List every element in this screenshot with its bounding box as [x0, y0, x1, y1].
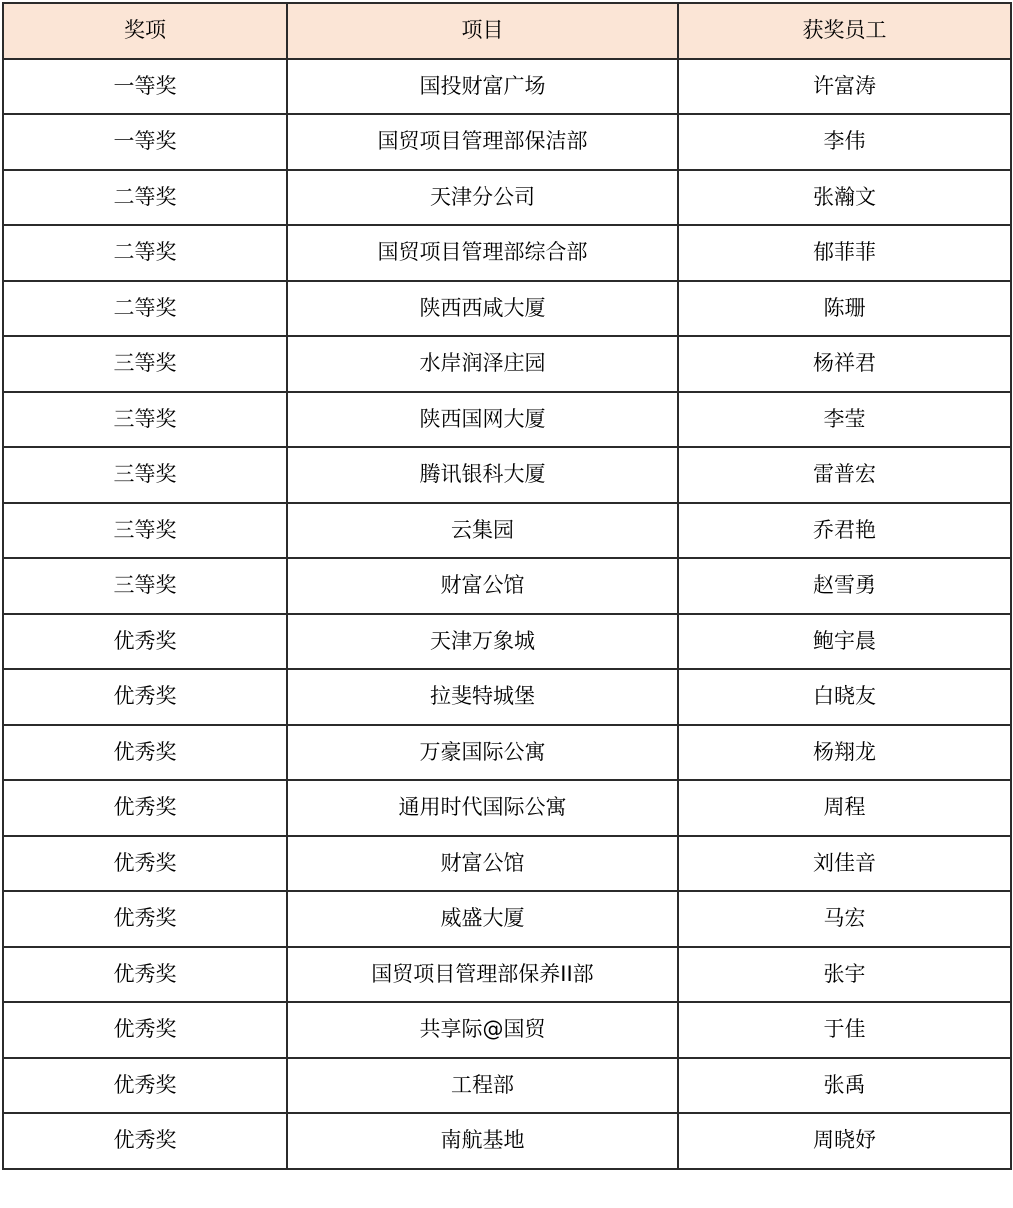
cell-award: 优秀奖: [3, 725, 287, 781]
cell-award: 优秀奖: [3, 891, 287, 947]
cell-project: 天津万象城: [287, 614, 678, 670]
cell-project: 拉斐特城堡: [287, 669, 678, 725]
cell-award: 三等奖: [3, 558, 287, 614]
table-row: [3, 336, 1011, 392]
table-row: [3, 225, 1011, 281]
header-staff: 获奖员工: [678, 3, 1011, 59]
cell-project: 南航基地: [287, 1113, 678, 1169]
table-row: [3, 447, 1011, 503]
cell-award: 三等奖: [3, 392, 287, 448]
cell-project: 通用时代国际公寓: [287, 780, 678, 836]
cell-staff: 李伟: [678, 114, 1011, 170]
cell-staff: 赵雪勇: [678, 558, 1011, 614]
table-row: [3, 170, 1011, 226]
cell-project: 天津分公司: [287, 170, 678, 226]
table-row: [3, 669, 1011, 725]
cell-project: 陕西西咸大厦: [287, 281, 678, 337]
table-header-row: [3, 3, 1011, 59]
table-body: [3, 59, 1011, 1169]
cell-staff: 李莹: [678, 392, 1011, 448]
cell-award: 二等奖: [3, 225, 287, 281]
cell-award: 优秀奖: [3, 1058, 287, 1114]
cell-project: 万豪国际公寓: [287, 725, 678, 781]
cell-staff: 杨翔龙: [678, 725, 1011, 781]
table-row: [3, 558, 1011, 614]
cell-award: 优秀奖: [3, 780, 287, 836]
cell-project: 水岸润泽庄园: [287, 336, 678, 392]
cell-project: 陕西国网大厦: [287, 392, 678, 448]
cell-staff: 杨祥君: [678, 336, 1011, 392]
cell-award: 二等奖: [3, 170, 287, 226]
table-row: [3, 59, 1011, 115]
cell-staff: 周晓妤: [678, 1113, 1011, 1169]
cell-staff: 鲍宇晨: [678, 614, 1011, 670]
cell-award: 一等奖: [3, 114, 287, 170]
cell-project: 国投财富广场: [287, 59, 678, 115]
cell-staff: 刘佳音: [678, 836, 1011, 892]
cell-project: 国贸项目管理部综合部: [287, 225, 678, 281]
cell-staff: 张宇: [678, 947, 1011, 1003]
cell-staff: 周程: [678, 780, 1011, 836]
cell-staff: 白晓友: [678, 669, 1011, 725]
table-row: [3, 725, 1011, 781]
table-row: [3, 836, 1011, 892]
cell-staff: 雷普宏: [678, 447, 1011, 503]
cell-award: 优秀奖: [3, 836, 287, 892]
cell-award: 二等奖: [3, 281, 287, 337]
table-row: [3, 1058, 1011, 1114]
table-row: [3, 614, 1011, 670]
cell-award: 优秀奖: [3, 1113, 287, 1169]
cell-project: 国贸项目管理部保养II部: [287, 947, 678, 1003]
cell-project: 威盛大厦: [287, 891, 678, 947]
cell-award: 三等奖: [3, 336, 287, 392]
table-row: [3, 503, 1011, 559]
cell-award: 优秀奖: [3, 669, 287, 725]
cell-project: 腾讯银科大厦: [287, 447, 678, 503]
cell-staff: 张瀚文: [678, 170, 1011, 226]
cell-project: 工程部: [287, 1058, 678, 1114]
cell-staff: 马宏: [678, 891, 1011, 947]
cell-project: 财富公馆: [287, 558, 678, 614]
cell-project: 财富公馆: [287, 836, 678, 892]
header-award: 奖项: [3, 3, 287, 59]
cell-staff: 陈珊: [678, 281, 1011, 337]
cell-staff: 许富涛: [678, 59, 1011, 115]
cell-award: 优秀奖: [3, 614, 287, 670]
cell-staff: 乔君艳: [678, 503, 1011, 559]
cell-staff: 郁菲菲: [678, 225, 1011, 281]
cell-project: 国贸项目管理部保洁部: [287, 114, 678, 170]
table-row: [3, 1002, 1011, 1058]
award-table: [2, 2, 1012, 1170]
table-row: [3, 891, 1011, 947]
cell-award: 三等奖: [3, 503, 287, 559]
cell-award: 一等奖: [3, 59, 287, 115]
cell-award: 三等奖: [3, 447, 287, 503]
table-row: [3, 780, 1011, 836]
header-project: 项目: [287, 3, 678, 59]
cell-award: 优秀奖: [3, 1002, 287, 1058]
table-row: [3, 392, 1011, 448]
table-row: [3, 1113, 1011, 1169]
cell-staff: 张禹: [678, 1058, 1011, 1114]
cell-staff: 于佳: [678, 1002, 1011, 1058]
cell-award: 优秀奖: [3, 947, 287, 1003]
cell-project: 共享际@国贸: [287, 1002, 678, 1058]
table-row: [3, 114, 1011, 170]
table-row: [3, 281, 1011, 337]
table-row: [3, 947, 1011, 1003]
cell-project: 云集园: [287, 503, 678, 559]
